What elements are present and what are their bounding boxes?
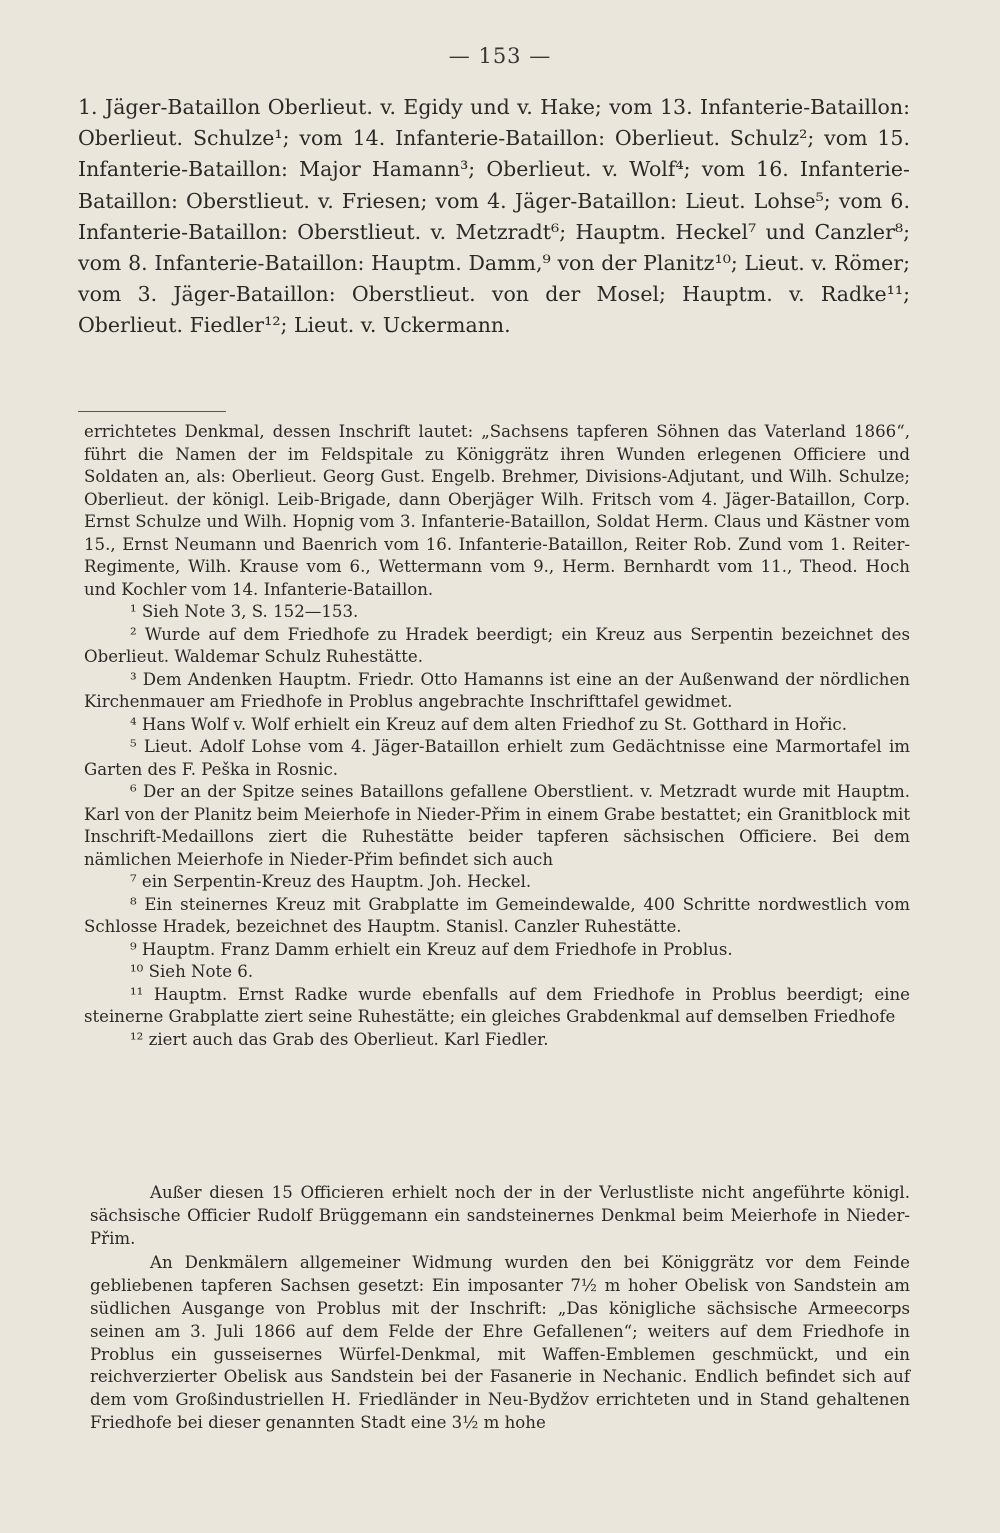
footnote-4: ⁴ Hans Wolf v. Wolf erhielt ein Kreuz auf dem alten Friedhof zu St. Gotthard in Hořic. xyxy=(130,714,847,734)
footnote-12: ¹² ziert auch das Grab des Oberlieut. Karl Fiedler. xyxy=(130,1029,549,1049)
paragraph-brueggemann: Außer diesen 15 Officieren erhielt noch der in der Verlustliste nicht angeführte königl. sächsische Officier Rudolf Brüggemann ein sandsteinernes Denkmal beim Meierhofe in Nieder-Přim. xyxy=(90,1183,910,1248)
footnote-11: ¹¹ Hauptm. Ernst Radke wurde ebenfalls auf dem Friedhofe in Problus beerdigt; eine steinerne Grabplatte ziert seine Ruhestätte; ein gleiches Grabdenkmal auf demselben Friedhofe xyxy=(84,984,910,1026)
footnote-10: ¹⁰ Sieh Note 6. xyxy=(130,962,254,981)
footnote-7: ⁷ ein Serpentin-Kreuz des Hauptm. Joh. Heckel. xyxy=(130,872,532,891)
page-number: — 153 — xyxy=(448,44,552,68)
footnote-6: ⁶ Der an der Spitze seines Bataillons gefallene Oberstlient. v. Metzradt wurde mit Hauptm. Karl von der Planitz beim Meierhofe in Nieder-Přim in einem Grabe bestattet; ein Granitblock mit Inschrift-Medaillons ziert die Ruhestätte beider tapferen sächsischen Officiere. Bei dem nämlichen Meierhofe in Nieder-Přim befindet sich auch xyxy=(84,782,910,869)
body-continuation xyxy=(90,1182,910,1437)
footnote-continuation: errichtetes Denkmal, dessen Inschrift lautet: „Sachsens tapferen Söhnen das Vaterland 1866“, führt die Namen der im Feldspitale zu Königgrätz ihren Wunden erlegenen Officiere und Soldaten an, als: Oberlieut. Georg Gust. Engelb. Brehmer, Divisions-Adjutant, und Wilh. Schulze; Oberlieut. der königl. Leib-Brigade, dann Oberjäger Wilh. Fritsch vom 4. Jäger-Bataillon, Corp. Ernst Schulze und Wilh. Hopnig vom 3. Infanterie-Bataillon, Soldat Herm. Claus und Kästner vom 15., Ernst Neumann und Baenrich vom 16. Infanterie-Bataillon, Reiter Rob. Zund vom 1. Reiter-Regimente, Wilh. Krause vom 6., Wettermann vom 9., Herm. Bernhardt vom 11., Theod. Hoch und Kochler vom 14. Infanterie-Bataillon. xyxy=(84,422,910,599)
footnote-separator xyxy=(78,411,226,412)
footnote-1: ¹ Sieh Note 3, S. 152—153. xyxy=(130,602,359,621)
footnote-8: ⁸ Ein steinernes Kreuz mit Grabplatte im Gemeindewalde, 400 Schritte nordwestlich vom Schlosse Hradek, bezeichnet des Hauptm. Stanisl. Canzler Ruhestätte. xyxy=(84,894,910,936)
footnote-2: ² Wurde auf dem Friedhofe zu Hradek beerdigt; ein Kreuz aus Serpentin bezeichnet des Oberlieut. Waldemar Schulz Ruhestätte. xyxy=(84,624,910,666)
footnote-9: ⁹ Hauptm. Franz Damm erhielt ein Kreuz auf dem Friedhofe in Problus. xyxy=(130,939,733,959)
footnote-3: ³ Dem Andenken Hauptm. Friedr. Otto Hamanns ist eine an der Außenwand der nördlichen Kirchenmauer am Friedhofe in Problus angebrachte Inschrifttafel gewidmet. xyxy=(84,669,910,711)
footnote-5: ⁵ Lieut. Adolf Lohse vom 4. Jäger-Bataillon erhielt zum Gedächtnisse eine Marmortafel im Garten des F. Peška in Rosnic. xyxy=(84,737,910,779)
main-text-paragraph: 1. Jäger-Bataillon Oberlieut. v. Egidy und v. Hake; vom 13. Infanterie-Bataillon: Oberlieut. Schulze¹; vom 14. Infanterie-Bataillon: Oberlieut. Schulz²; vom 15. Infanterie-Bataillon: Major Hamann³; Oberlieut. v. Wolf⁴; vom 16. Infanterie-Bataillon: Oberstlieut. v. Friesen; vom 4. Jäger-Bataillon: Lieut. Lohse⁵; vom 6. Infanterie-Bataillon: Oberstlieut. v. Metzradt⁶; Hauptm. Heckel⁷ und Canzler⁸; vom 8. Infanterie-Bataillon: Hauptm. Damm,⁹ von der Planitz¹⁰; Lieut. v. Römer; vom 3. Jäger-Bataillon: Oberstlieut. von der Mosel; Hauptm. v. Radke¹¹; Oberlieut. Fiedler¹²; Lieut. v. Uckermann. xyxy=(78,95,910,338)
paragraph-monuments: An Denkmälern allgemeiner Widmung wurden den bei Königgrätz vor dem Feinde gebliebenen tapferen Sachsen gesetzt: Ein imposanter 7½ m hoher Obelisk von Sandstein am südlichen Ausgange von Problus mit der Inschrift: „Das königliche sächsische Armeecorps seinen am 3. Juli 1866 auf dem Felde der Ehre Gefallenen“; weiters auf dem Friedhofe in Problus ein gusseisernes Würfel-Denkmal, mit Waffen-Emblemen geschmückt, und ein reichverzierter Obelisk aus Sandstein bei der Fasanerie in Nechanic. Endlich befindet sich auf dem vom Großindustriellen H. Friedländer in Neu-Bydžov errichteten und in Stand gehaltenen Friedhofe bei dieser genannten Stadt eine 3½ m hohe xyxy=(90,1253,910,1432)
footnotes-section xyxy=(84,421,910,1051)
